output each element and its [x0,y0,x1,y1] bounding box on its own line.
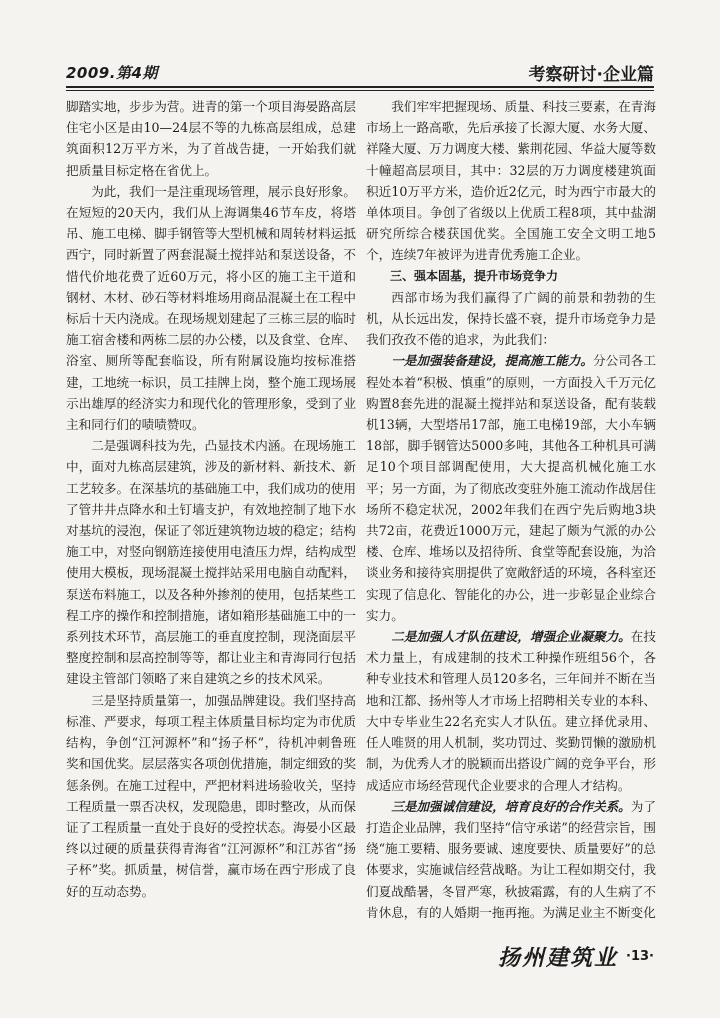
paragraph: 脚踏实地，步步为营。进青的第一个项目海晏路高层住宅小区是由10—24层不等的九栋高层组成，总建筑面积12万平方米，为了首战告捷，一开始我们就把质量目标定格在省优上。 [66,99,356,178]
paragraph: 二是强调科技为先，凸显技术内涵。在现场施工中，面对九栋高层建筑，涉及的新材料、新技术、新工艺较多。在深基坑的基础施工中，我们成功的使用了管井井点降水和土钉墙支护，有效地控制了地下水对基坑的浸泡，保证了邻近建筑物边坡的稳定；结构施工中，对竖向钢筋连接使用电渣压力焊，结构成型使用大模板，现场混凝土搅拌站采用电脑自动配料，泵送布料施工，以及各种外掺剂的使用，包括某些工程工序的操作和控制措施，诸如箱形基础施工中的一系列技术环节，高层施工的垂直度控制，现浇面层平整度控制和层高控制等等，都让业主和青海同行包括建设主管部门领略了来自建筑之乡的技术风采。 [66,438,356,687]
paragraph: 我们牢牢把握现场、质量、科技三要素，在青海市场上一路高歌，先后承接了长源大厦、水务大厦、祥隆大厦、万力调度大楼、紫荆花园、华益大厦等数十幢超高层项目，其中：32层的万力调度楼建筑面积近10万平方米，造价近2亿元，时为西宁市最大的单体项目。争创了省级以上优质工程8项，其中盐湖研究所综合楼获国优奖。全国施工安全文明工地5个，连续7年被评为进青优秀施工企业。 [366,99,656,263]
page-number: ·13· [626,948,654,964]
lead-phrase: 三是加强诚信建设，培育良好的合作关系。 [391,798,631,814]
paragraph [366,626,656,796]
paragraph: 三是坚持质量第一，加强品牌建设。我们坚持高标准、严要求，每项工程主体质量目标均定为市优质结构，争创“江河源杯”和“扬子杯”，待机冲刺鲁班奖和国优奖。层层落实各项创优措施，制定细致的奖惩条例。在施工过程中，严把材料进场验收关，坚持工程质量一票否决权，发现隐患，即时整改，从而保证了工程质量一直处于良好的受控状态。海晏小区最终以过硬的质量获得青海省“江河源杯”和江苏省“扬子杯”奖。抓质量，树信誉，赢市场在西宁形成了良好的互动态势。 [66,692,356,899]
header-rule-thin [66,90,654,91]
lead-phrase: 二是加强人才队伍建设，增强企业凝聚力。 [391,629,631,645]
section-title: 考察研讨·企业篇 [528,65,654,85]
journal-brand: 扬州建筑业 [498,944,619,971]
paragraph [366,796,656,923]
paragraph-body: 分公司各工程处本着“积极、慎重”的原则，一方面投入千万元亿购置8套先进的混凝土搅拌站和泵送设备，配有装载机13辆，大型塔吊17部，施工电梯19部，大小车辆18部，脚手钢管达5000多吨，其他各工种机具可满足10个项目部调配使用，大大提高机械化施工水平；另一方面，为了彻底改变驻外施工流动作战居住场所不稳定状况，2002年我们在西宁先后购地3块共72亩，花费近1000万元，建起了颇为气派的办公楼、仓库、堆场以及招待所、食堂等配套设施，为洽谈业务和接待宾朋提供了宽敞舒适的环境，各科室还实现了信息化、智能化的办公，进一步彰显企业综合实力。 [366,353,657,623]
paragraph: 为此，我们一是注重现场管理，展示良好形象。在短短的20天内，我们从上海调集46节车皮，将塔吊、施工电梯、脚手钢管等大型机械和周转材料运抵西宁，同时新置了两套混凝土搅拌站和泵送设备，不惜代价地花费了近60万元，将小区的施工主干道和钢材、木材、砂石等材料堆场用商品混凝土在工程中标后十天内浇成。在现场规划建起了三栋三层的临时施工宿舍楼和两栋二层的办公楼，以及食堂、仓库、浴室、厕所等配套临设，所有附属设施均按标准搭建，工地统一标识，员工挂牌上岗，整个施工现场展示出雄厚的经济实力和现代化的管理形象，受到了业主和同行们的啧啧赞叹。 [66,183,356,433]
page-footer [498,938,654,974]
paragraph: 西部市场为我们赢得了广阔的前景和勃勃的生机，从长远出发，保持长盛不衰，提升市场竞争力是我们孜孜不倦的追求，为此我们： [366,289,656,348]
right-column [366,96,656,923]
paragraph [366,350,656,626]
paragraph-body: 为了打造企业品牌，我们坚持“信守承诺”的经营宗旨，围绕“施工要精、服务要诚、速度要快、质量要好”的总体要求，实施诚信经营战略。为让工程如期交付，我们夏战酷暑，冬冒严寒，秋披霜露，有的人生病了不肯休息，有的人婚期一拖再拖。为满足业主不断变化 [366,798,657,920]
lead-phrase: 一是加强装备建设，提高施工能力。 [391,353,593,369]
header-rule-thick [66,86,654,88]
paragraph-body: 在技术力量上，有成建制的技术工种操作班组56个，各种专业技术和管理人员120多名，三年间并不断在当地和江都、扬州等人才市场上招聘相关专业的本科、大中专毕业生22名充实人才队伍。建立择优录用、任人唯贤的用人机制，奖功罚过、奖勤罚懒的激励机制，为优秀人才的脱颖而出搭设广阔的竞争平台，形成适应市场经营现代企业要求的合理人才结构。 [366,629,657,793]
issue-label: 2009.第4期 [66,64,158,82]
left-column [66,96,356,902]
section-heading: 三、强本固基，提升市场竞争力 [390,268,559,283]
